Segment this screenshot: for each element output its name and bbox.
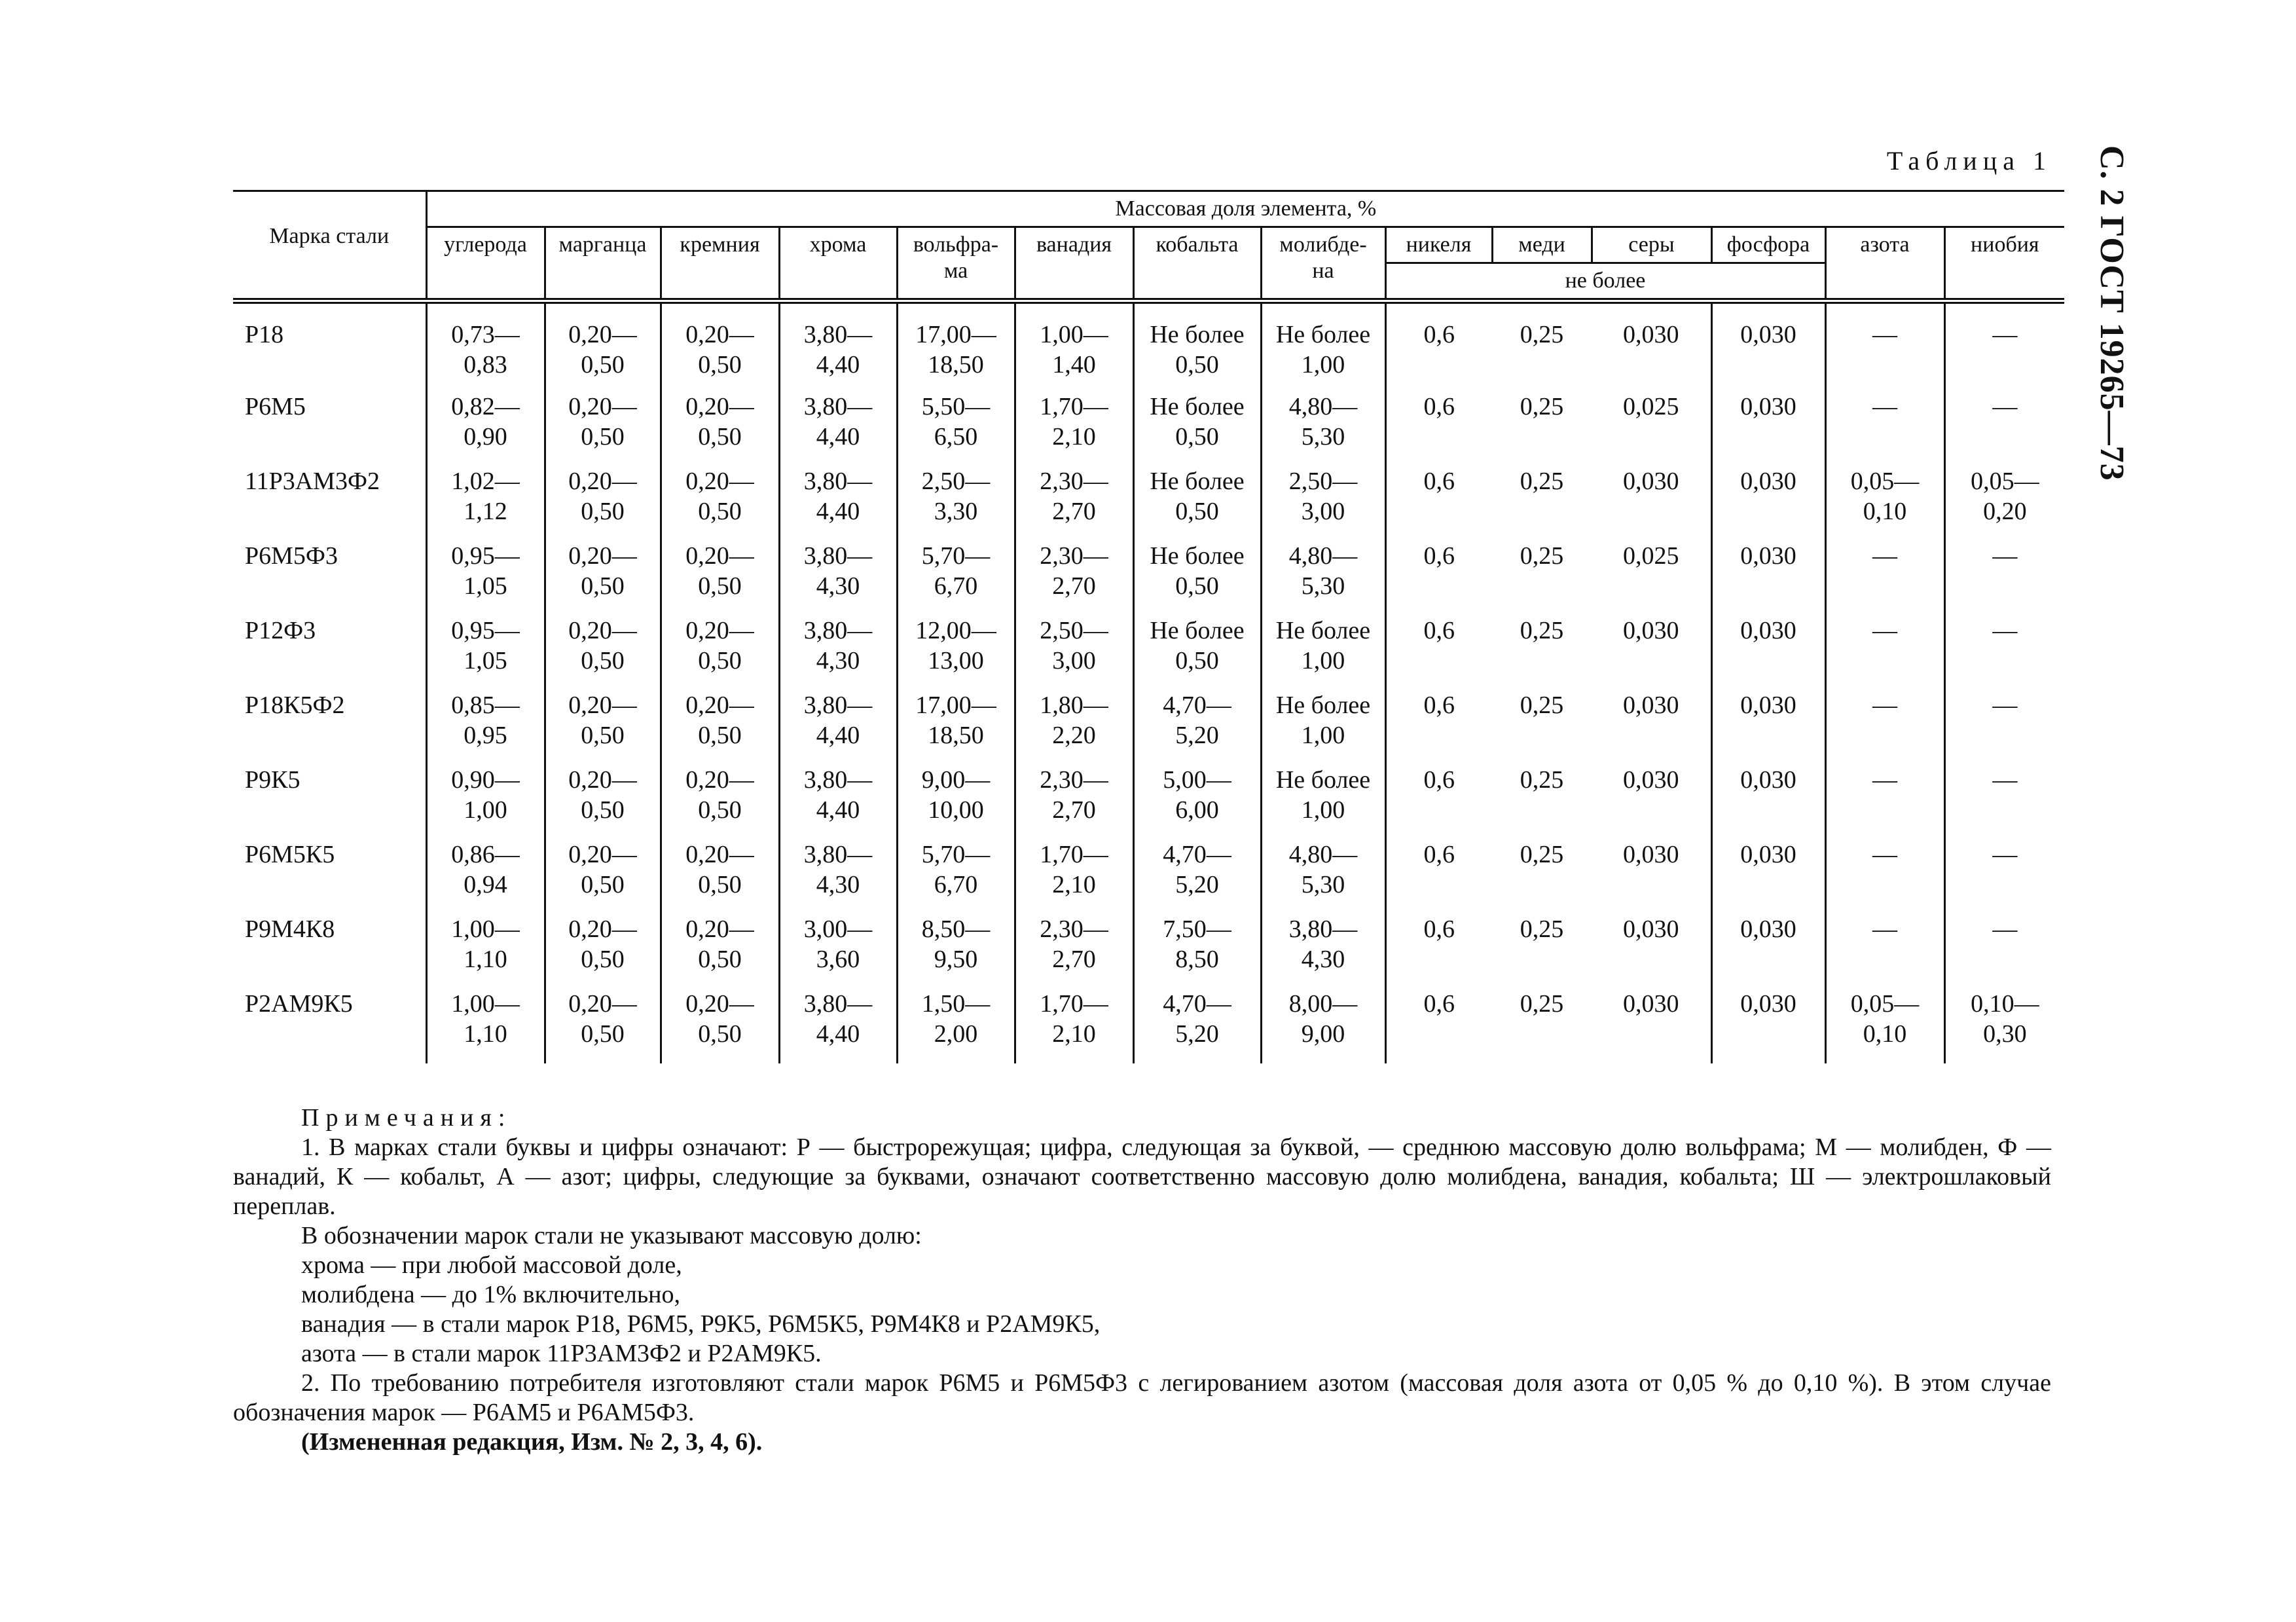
table-cell: 0,20— 0,50 (661, 616, 779, 690)
table-cell: 2,50— 3,00 (1015, 616, 1133, 690)
table-cell: — (1825, 690, 1944, 765)
steel-grade-cell: Р6М5К5 (245, 840, 335, 868)
table-cell: — (1825, 914, 1944, 989)
table-cell: 1,00— 1,40 (1015, 301, 1133, 392)
table-cell: 0,030 (1711, 301, 1825, 392)
table-cell: 4,70— 5,20 (1133, 989, 1261, 1063)
table-cell: 0,20— 0,50 (661, 690, 779, 765)
table-cell: 0,030 (1711, 765, 1825, 839)
table-cell: 0,05— 0,10 (1825, 466, 1944, 541)
table-cell: — (1825, 301, 1944, 392)
table-cell: 0,20— 0,50 (545, 839, 661, 914)
table-cell: Не более 0,50 (1133, 616, 1261, 690)
table-cell: 1,02— 1,12 (426, 466, 545, 541)
table-cell: 3,80— 4,40 (779, 466, 897, 541)
table-cell: 0,25 (1520, 989, 1564, 1018)
grade-column-header: Марка стали (233, 191, 426, 301)
notes-intro: В обозначении марок стали не указывают массовую долю: (301, 1222, 922, 1249)
table-cell: 2,30— 2,70 (1015, 765, 1133, 839)
table-cell: 0,95— 1,05 (426, 541, 545, 616)
notes-heading: Примечания: (301, 1104, 512, 1132)
table-cell: 0,030 (1623, 765, 1679, 794)
table-cell: 0,25 (1520, 321, 1564, 348)
table-cell: 0,20— 0,50 (661, 392, 779, 466)
table-cell: 0,20— 0,50 (545, 765, 661, 839)
table-cell: 4,80— 5,30 (1261, 541, 1385, 616)
table-cell: 0,25 (1520, 616, 1564, 644)
table-cell: 7,50— 8,50 (1133, 914, 1261, 989)
table-cell: 0,6 (1385, 839, 1492, 914)
table-cell: 0,73— 0,83 (426, 301, 545, 392)
element-column-header: фосфора (1711, 227, 1825, 263)
table-row (233, 616, 2064, 690)
table-cell: 0,030 (1623, 840, 1679, 868)
table-cell: 2,30— 2,70 (1015, 466, 1133, 541)
table-row (233, 765, 2064, 839)
mass-fraction-group-header: Массовая доля элемента, % (426, 191, 2064, 227)
table-cell: 5,70— 6,70 (897, 839, 1015, 914)
element-column-header: ванадия (1015, 227, 1133, 301)
table-cell: — (1825, 765, 1944, 839)
table-cell: 1,00— 1,10 (426, 914, 545, 989)
table-cell: 1,70— 2,10 (1015, 989, 1133, 1063)
table-cell: Не более 0,50 (1133, 541, 1261, 616)
table-cell: 1,80— 2,20 (1015, 690, 1133, 765)
table-cell: 4,80— 5,30 (1261, 392, 1385, 466)
table-row (233, 839, 2064, 914)
table-cell: 17,00— 18,50 (897, 690, 1015, 765)
table-cell: 0,030 (1623, 691, 1679, 719)
table-row (233, 989, 2064, 1063)
table-cell: 0,25 (1520, 691, 1564, 719)
table-cell: Не более 0,50 (1133, 466, 1261, 541)
table-cell: — (1944, 301, 2064, 392)
element-column-header: кремния (661, 227, 779, 301)
table-cell: 0,030 (1623, 321, 1679, 348)
table-caption: Таблица 1 (1886, 146, 2052, 175)
notes-item: азота — в стали марок 11Р3АМ3Ф2 и Р2АМ9К5. (301, 1340, 822, 1367)
table-cell: 0,86— 0,94 (426, 839, 545, 914)
table-cell: 8,50— 9,50 (897, 914, 1015, 989)
element-column-header: молибде- на (1261, 227, 1385, 301)
table-cell: 0,6 (1385, 301, 1492, 392)
element-column-header: вольфра- ма (897, 227, 1015, 301)
table-cell: 0,6 (1385, 616, 1492, 690)
table-row (233, 301, 2064, 392)
table-cell: 0,20— 0,50 (545, 616, 661, 690)
table-cell: 5,50— 6,50 (897, 392, 1015, 466)
steel-grade-cell: Р2АМ9К5 (245, 989, 353, 1018)
table-cell: 9,00— 10,00 (897, 765, 1015, 839)
steel-grade-cell: Р18К5Ф2 (245, 691, 345, 719)
table-cell: — (1944, 541, 2064, 616)
table-cell: 0,6 (1385, 690, 1492, 765)
table-cell: — (1825, 392, 1944, 466)
table-cell: 4,70— 5,20 (1133, 839, 1261, 914)
table-cell: 0,05— 0,20 (1944, 466, 2064, 541)
table-cell: — (1825, 541, 1944, 616)
table-cell: — (1944, 392, 2064, 466)
element-column-header: серы (1592, 227, 1711, 263)
page-running-header: С. 2 ГОСТ 19265—73 (2093, 145, 2130, 481)
table-row (233, 392, 2064, 466)
table-cell: 4,70— 5,20 (1133, 690, 1261, 765)
table-cell: 0,20— 0,50 (661, 914, 779, 989)
table-cell: 0,025 (1623, 392, 1679, 420)
table-cell: 0,20— 0,50 (661, 989, 779, 1063)
table-cell: 0,030 (1623, 989, 1679, 1018)
table-cell: 0,10— 0,30 (1944, 989, 2064, 1063)
table-cell: 0,030 (1623, 616, 1679, 644)
element-column-header: кобальта (1133, 227, 1261, 301)
table-cell: 0,20— 0,50 (545, 541, 661, 616)
table-cell: 0,6 (1385, 765, 1492, 839)
table-row (233, 690, 2064, 765)
table-cell: Не более 1,00 (1261, 301, 1385, 392)
table-cell: 0,25 (1520, 915, 1564, 943)
table-cell: 0,6 (1385, 989, 1492, 1063)
steel-grade-cell: Р12Ф3 (245, 616, 316, 644)
table-cell: 0,20— 0,50 (545, 914, 661, 989)
table-cell: 1,70— 2,10 (1015, 392, 1133, 466)
element-column-header: никеля (1385, 227, 1492, 263)
steel-grade-cell: Р18 (245, 321, 284, 348)
table-row (233, 541, 2064, 616)
table-cell: 8,00— 9,00 (1261, 989, 1385, 1063)
table-row (233, 914, 2064, 989)
table-cell: 0,20— 0,50 (661, 301, 779, 392)
table-cell: 2,50— 3,30 (897, 466, 1015, 541)
revision-note: (Измененная редакция, Изм. № 2, 3, 4, 6). (301, 1428, 763, 1456)
element-column-header: марганца (545, 227, 661, 301)
notes-item: хрома — при любой массовой доле, (301, 1251, 682, 1279)
table-cell: 0,6 (1385, 541, 1492, 616)
table-cell: — (1944, 690, 2064, 765)
table-cell: 0,25 (1520, 392, 1564, 420)
table-cell: 5,70— 6,70 (897, 541, 1015, 616)
table-cell: 4,80— 5,30 (1261, 839, 1385, 914)
table-cell: 3,80— 4,40 (779, 690, 897, 765)
notes-item: молибдена — до 1% включительно, (301, 1281, 680, 1308)
table-cell: 17,00— 18,50 (897, 301, 1015, 392)
table-cell: 3,80— 4,30 (779, 616, 897, 690)
table-cell: 3,80— 4,40 (779, 989, 897, 1063)
notes-section (233, 1103, 2051, 1457)
max-limit-subheader: не более (1385, 263, 1825, 301)
table-cell: 12,00— 13,00 (897, 616, 1015, 690)
table-cell: 0,95— 1,05 (426, 616, 545, 690)
table-cell: 0,030 (1623, 915, 1679, 943)
table-cell: 3,80— 4,40 (779, 765, 897, 839)
table-cell: 0,030 (1711, 839, 1825, 914)
element-column-header: ниобия (1944, 227, 2064, 301)
table-cell: 0,82— 0,90 (426, 392, 545, 466)
table-cell: 0,030 (1711, 541, 1825, 616)
table-cell: 3,80— 4,30 (779, 541, 897, 616)
table-cell: — (1944, 914, 2064, 989)
element-column-header: меди (1492, 227, 1592, 263)
table-cell: 3,00— 3,60 (779, 914, 897, 989)
table-cell: 1,50— 2,00 (897, 989, 1015, 1063)
table-cell: 0,030 (1711, 392, 1825, 466)
element-column-header: углерода (426, 227, 545, 301)
table-cell: 0,030 (1711, 690, 1825, 765)
table-row (233, 466, 2064, 541)
table-cell: 0,25 (1520, 542, 1564, 570)
table-cell: 0,025 (1623, 542, 1679, 570)
table-cell: 2,50— 3,00 (1261, 466, 1385, 541)
table-cell: 0,20— 0,50 (661, 839, 779, 914)
table-cell: 0,030 (1711, 914, 1825, 989)
table-cell: — (1944, 765, 2064, 839)
table-cell: 2,30— 2,70 (1015, 914, 1133, 989)
table-cell: 3,80— 4,30 (779, 839, 897, 914)
table-cell: Не более 1,00 (1261, 690, 1385, 765)
table-cell: 0,6 (1385, 914, 1492, 989)
note-1: 1. В марках стали буквы и цифры означают: Р — быстрорежущая; цифра, следующая за буквой, — среднюю массовую долю вольфрама; М — молибден, Ф — ванадий, К — кобальт, А — азот; цифры, следующие за буквами, означают соответственно массовую долю молибдена, ванадия, кобальта; Ш — электрошлаковый переплав. (233, 1134, 2051, 1220)
table-cell: 0,030 (1711, 616, 1825, 690)
table-cell: Не более 1,00 (1261, 616, 1385, 690)
steel-grade-cell: Р9К5 (245, 765, 301, 794)
table-cell: 2,30— 2,70 (1015, 541, 1133, 616)
steel-grade-cell: Р6М5 (245, 392, 306, 420)
steel-grade-cell: Р6М5Ф3 (245, 542, 338, 570)
table-cell: 0,20— 0,50 (661, 541, 779, 616)
element-column-header: азота (1825, 227, 1944, 301)
table-cell: 0,6 (1385, 466, 1492, 541)
table-cell: Не более 0,50 (1133, 392, 1261, 466)
table-cell: 0,6 (1385, 392, 1492, 466)
notes-item: ванадия — в стали марок Р18, Р6М5, Р9К5, Р6М5К5, Р9М4К8 и Р2АМ9К5, (301, 1310, 1101, 1338)
table-cell: 3,80— 4,40 (779, 301, 897, 392)
steel-grade-cell: Р9М4К8 (245, 915, 335, 943)
table-cell: 1,70— 2,10 (1015, 839, 1133, 914)
table-cell: 0,030 (1711, 989, 1825, 1063)
table-cell: 3,80— 4,40 (779, 392, 897, 466)
table-cell: 0,20— 0,50 (545, 392, 661, 466)
table-cell: 0,030 (1623, 467, 1679, 495)
table-cell: 0,20— 0,50 (545, 301, 661, 392)
steel-grade-cell: 11Р3АМ3Ф2 (245, 467, 380, 495)
table-cell: 5,00— 6,00 (1133, 765, 1261, 839)
table-cell: Не более 1,00 (1261, 765, 1385, 839)
table-cell: — (1825, 616, 1944, 690)
table-cell: — (1825, 839, 1944, 914)
table-cell: 0,20— 0,50 (661, 765, 779, 839)
table-cell: 0,90— 1,00 (426, 765, 545, 839)
table-cell: — (1944, 616, 2064, 690)
table-cell: — (1944, 839, 2064, 914)
table-cell: 0,85— 0,95 (426, 690, 545, 765)
element-column-header: хрома (779, 227, 897, 301)
table-cell: 1,00— 1,10 (426, 989, 545, 1063)
table-cell: 0,05— 0,10 (1825, 989, 1944, 1063)
note-2: 2. По требованию потребителя изготовляют стали марок Р6М5 и Р6М5Ф3 с легированием азотом (массовая доля азота от 0,05 % до 0,10 %). В этом случае обозначения марок — Р6АМ5 и Р6АМ5Ф3. (233, 1369, 2051, 1426)
table-cell: 0,25 (1520, 765, 1564, 794)
table-cell: 3,80— 4,30 (1261, 914, 1385, 989)
table-cell: 0,20— 0,50 (545, 690, 661, 765)
table-cell: 0,25 (1520, 467, 1564, 495)
table-cell: 0,20— 0,50 (545, 466, 661, 541)
chemical-composition-table (233, 190, 2064, 1063)
table-cell: 0,20— 0,50 (545, 989, 661, 1063)
table-cell: 0,030 (1711, 466, 1825, 541)
table-cell: 0,25 (1520, 840, 1564, 868)
table-cell: 0,20— 0,50 (661, 466, 779, 541)
table-cell: Не более 0,50 (1133, 301, 1261, 392)
